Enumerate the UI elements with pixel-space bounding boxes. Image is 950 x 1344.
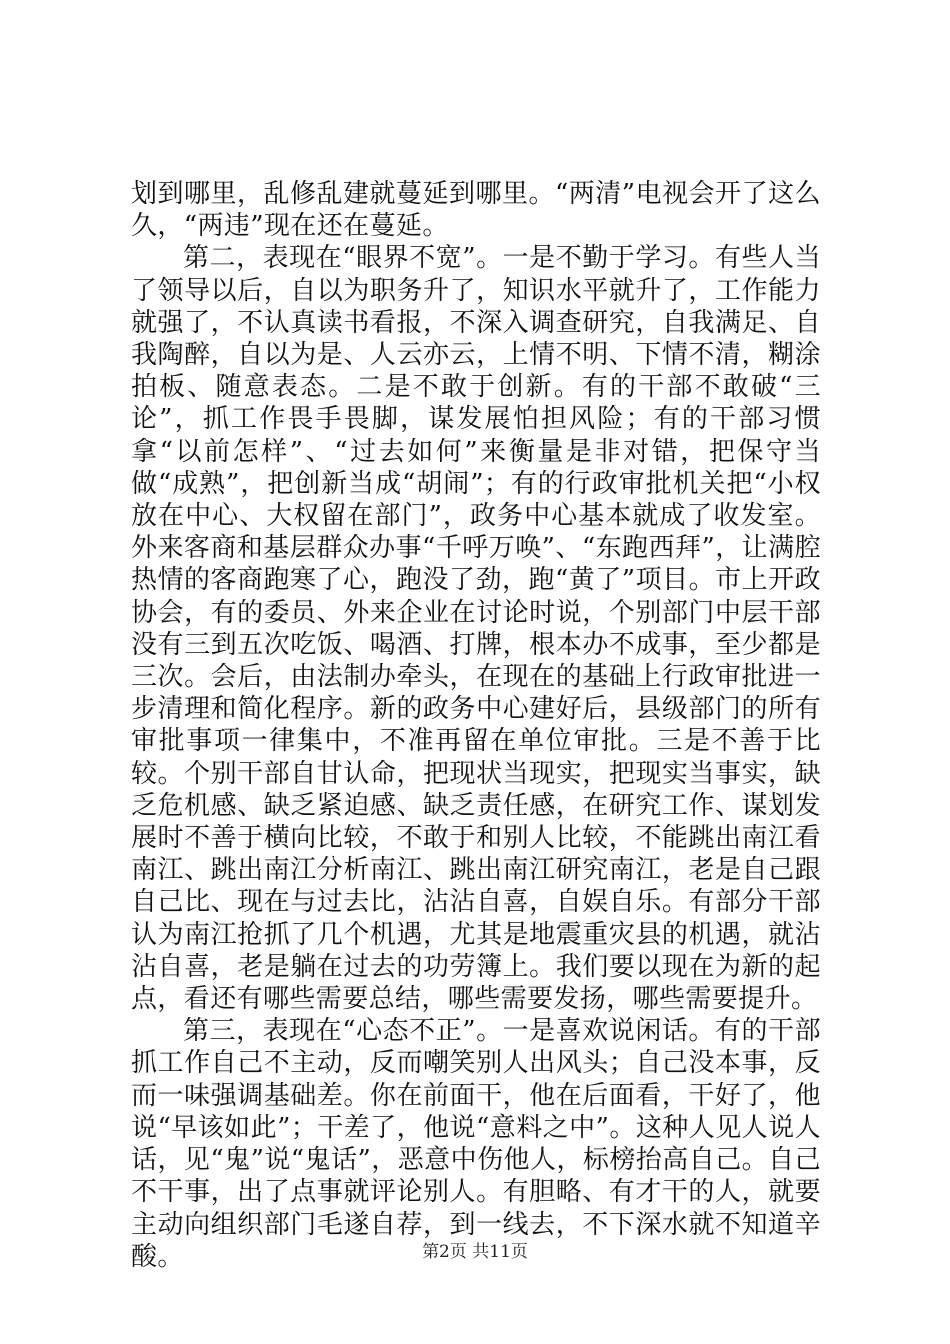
paragraph-second-point: 第二，表现在“眼界不宽”。一是不勤于学习。有些人当了领导以后，自以为职务升了，知识水平就升了，工作能力就强了，不认真读书看报，不深入调查研究，自我满足、自我陶醉，自以为是、人云亦云，上情不明、下情不清，糊涂拍板、随意表态。二是不敢于创新。有的干部不敢破“三论”，抓工作畏手畏脚，谋发展怕担风险；有的干部习惯拿“以前怎样”、“过去如何”来衡量是非对错，把保守当做“成熟”，把创新当成“胡闹”；有的行政审批机关把“小权放在中心、大权留在部门”，政务中心基本就成了收发室。外来客商和基层群众办事“千呼万唤”、“东跑西拜”，让满腔热情的客商跑寒了心，跑没了劲，跑“黄了”项目。市上开政协会，有的委员、外来企业在讨论时说，个别部门中层干部没有三到五次吃饭、喝酒、打牌，根本办不成事，至少都是三次。会后，由法制办牵头，在现在的基础上行政审批进一步清理和简化程序。新的政务中心建好后，县级部门的所有审批事项一律集中，不准再留在单位审批。三是不善于比较。个别干部自甘认命，把现状当现实，把现实当事实，缺乏危机感、缺乏紧迫感、缺乏责任感，在研究工作、谋划发展时不善于横向比较，不敢于和别人比较，不能跳出南江看南江、跳出南江分析南江、跳出南江研究南江，老是自己跟自己比、现在与过去比，沾沾自喜，自娱自乐。有部分干部认为南江抢抓了几个机遇，尤其是地震重灾县的机遇，就沾沾自喜，老是躺在过去的功劳簿上。我们要以现在为新的起点，看还有哪些需要总结，哪些需要发扬，哪些需要提升。 — [131, 243, 821, 1015]
page-footer: 第2页 共11页 — [422, 1242, 528, 1262]
paragraph-third-point: 第三，表现在“心态不正”。一是喜欢说闲话。有的干部抓工作自己不主动，反而嘲笑别人出风头；自己没本事，反而一味强调基础差。你在前面干，他在后面看，干好了，他说“早该如此”；干差了，他说“意料之中”。这种人见人说人话，见“鬼”说“鬼话”，恶意中伤他人，标榜抬高自己。自己不干事，出了点事就评论别人。有胆略、有才干的人，就要主动向组织部门毛遂自荐，到一线去，不下深水就不知道辛酸。 — [131, 1016, 821, 1272]
document-body — [131, 178, 821, 1273]
paragraph-continuation: 划到哪里，乱修乱建就蔓延到哪里。“两清”电视会开了这么久，“两违”现在还在蔓延。 — [131, 179, 821, 242]
